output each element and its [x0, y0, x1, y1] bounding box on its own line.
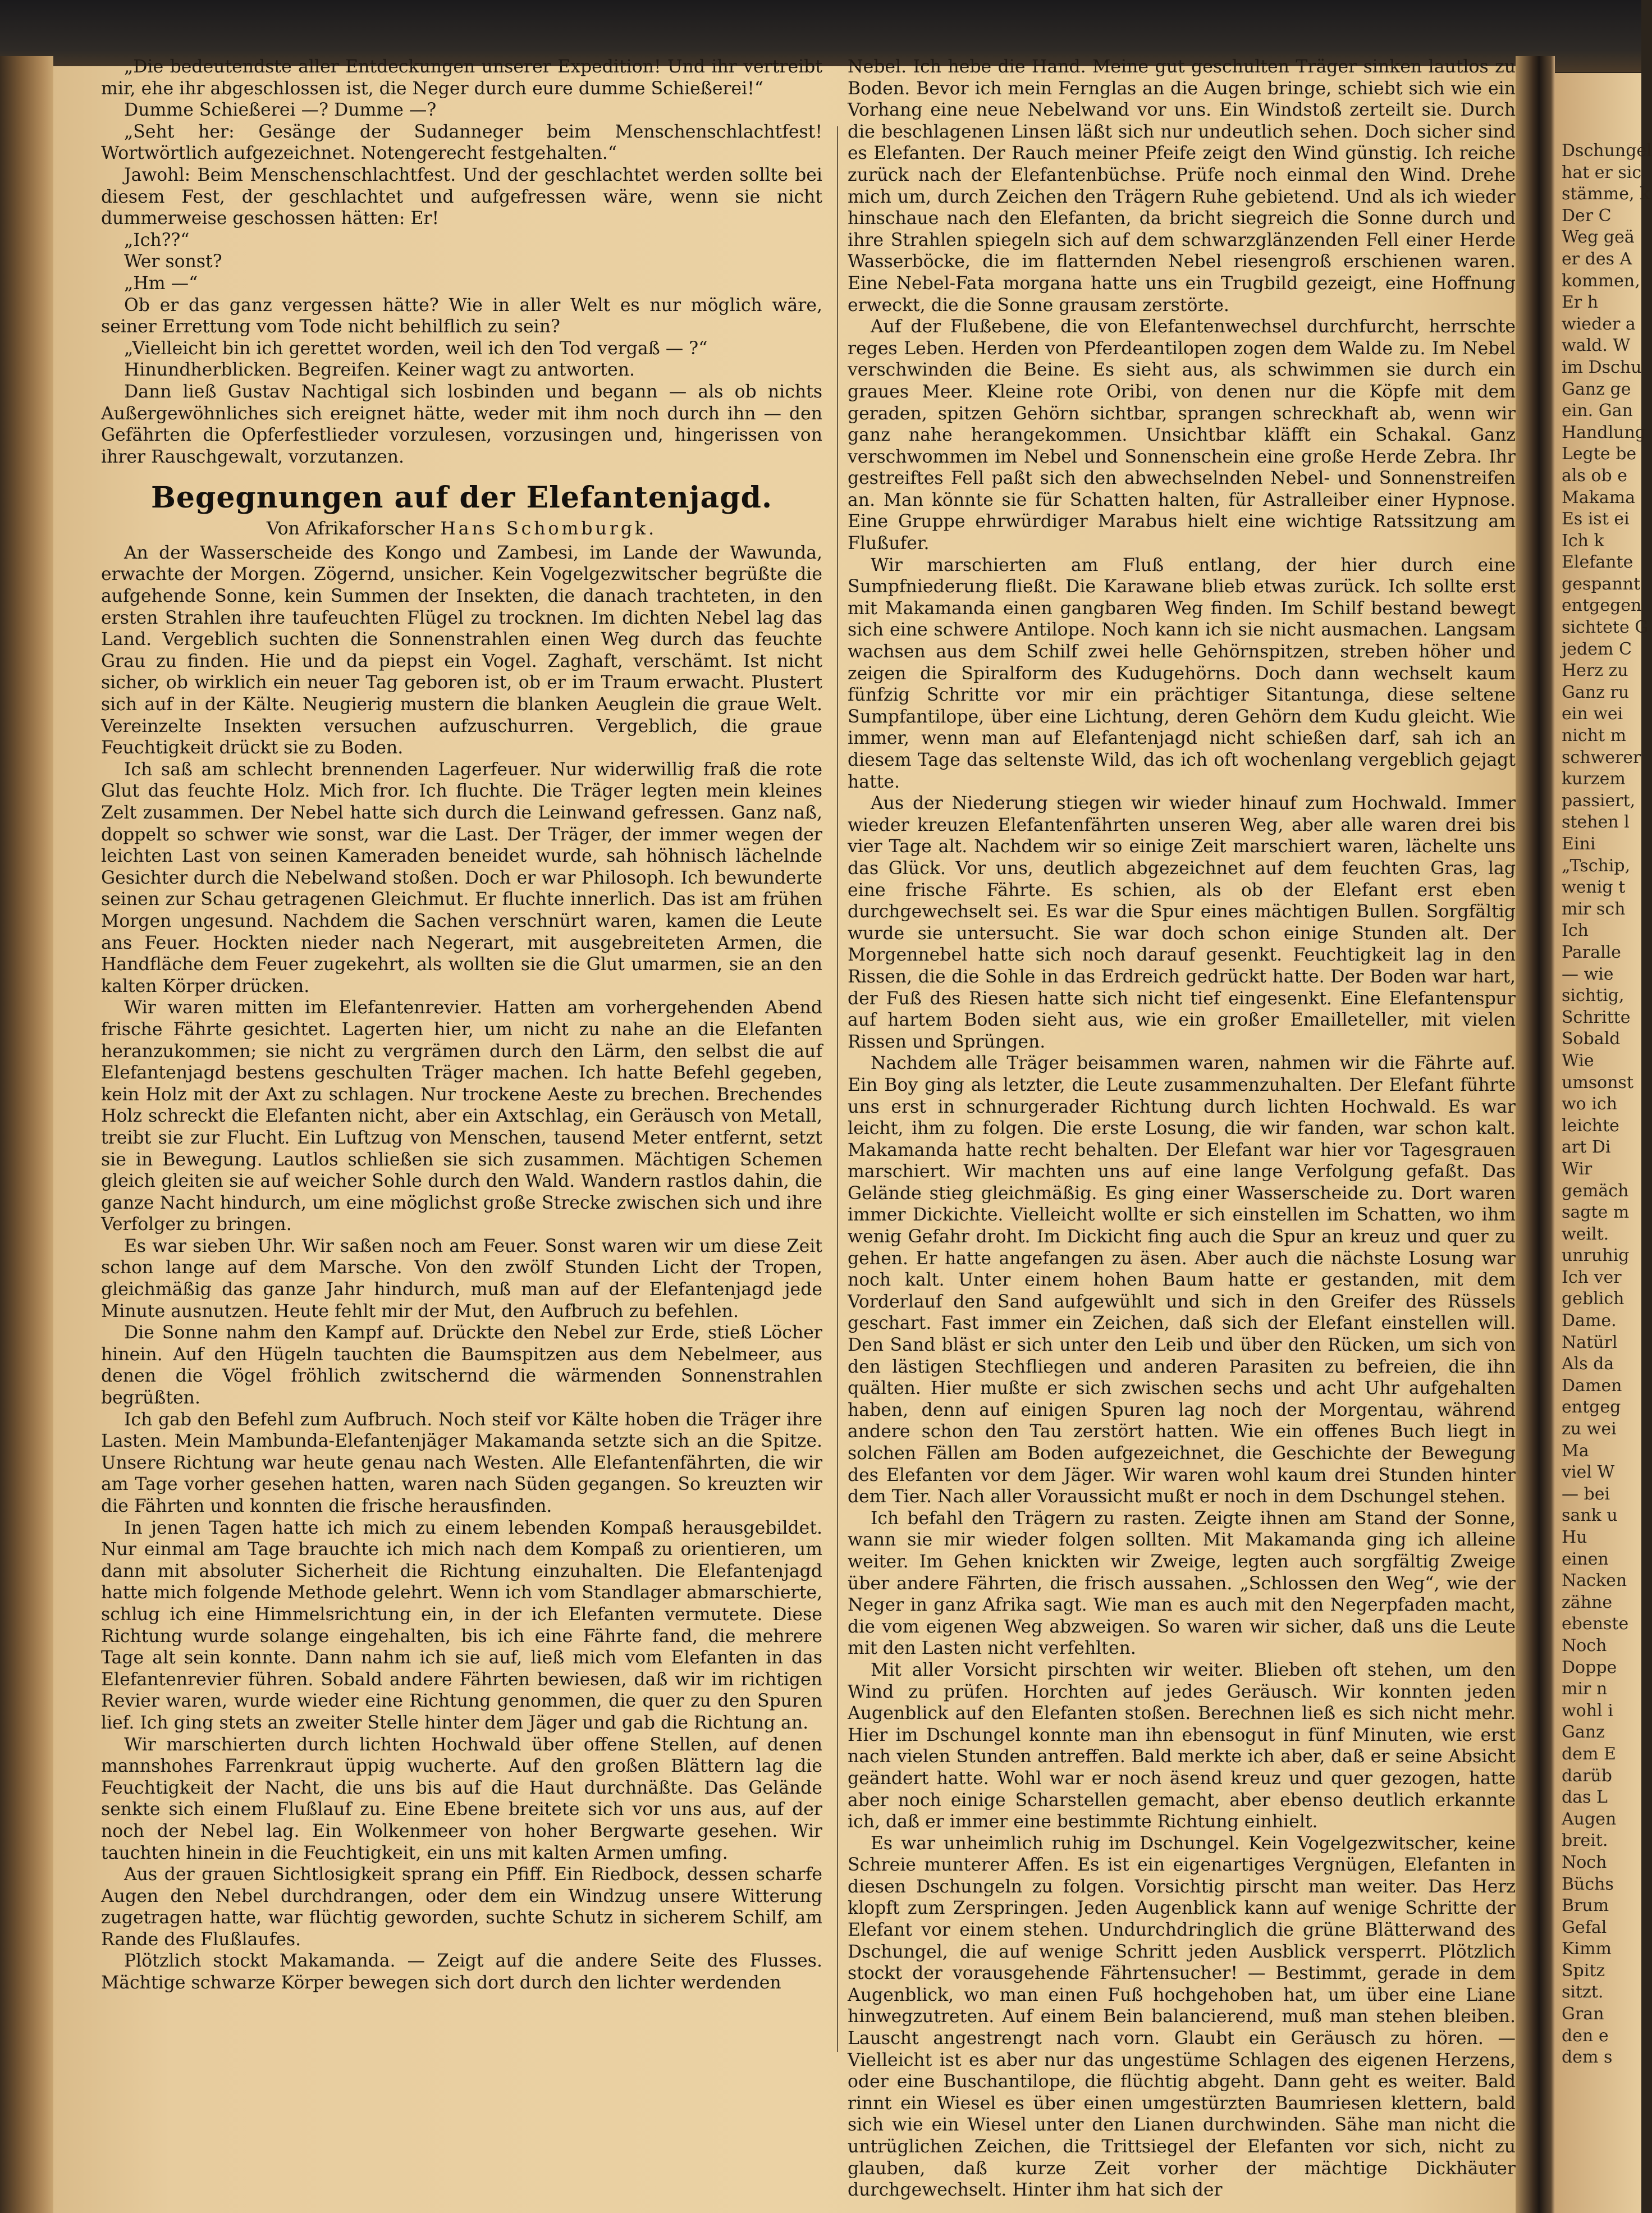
body-paragraph: Aus der Niederung stiegen wir wieder hinauf zum Hochwald. Immer wieder kreuzen Elefantenfährten unseren Weg, aber alle waren drei bis vier Tage alt. Nachdem wir so einige Zeit marschiert waren, lächelte uns das Glück. Vor uns, deutlich abgezeichnet auf dem feuchten Gras, lag eine frische Fährte. Es schien, als ob der Elefant erst eben durchgewechselt sei. Es war die Spur eines mächtigen Bullen. Sorgfältig wurde sie untersucht. Sie war doch schon einige Stunden alt. Der Morgennebel hatte sich noch darauf gesenkt. Feuchtigkeit lag in den Rissen, die die Sohle in das Erdreich gedrückt hatte. Der Boden war hart, der Fuß des Riesen hatte sich nicht tief eingesenkt. Eine Elefantenspur auf hartem Boden sieht aus, wie ein großer Emailleteller, mit vielen Rissen und Sprüngen. — [848, 793, 1516, 1052]
book-left-edge — [0, 56, 53, 2213]
adjacent-text-line: wohl i — [1562, 1700, 1613, 1721]
adjacent-text-line: Er h — [1562, 292, 1599, 313]
adjacent-text-line: Doppe — [1562, 1657, 1617, 1677]
adjacent-text-line: dem s — [1562, 2047, 1613, 2068]
adjacent-text-line: Spitz — [1562, 1960, 1605, 1981]
adjacent-text-line: Als da — [1562, 1354, 1614, 1374]
adjacent-text-line: wenig t — [1562, 877, 1626, 898]
intro-paragraph: Hinundherblicken. Begreifen. Keiner wagt zu antworten. — [123, 360, 635, 381]
adjacent-text-line: ebenste — [1562, 1614, 1629, 1634]
adjacent-text-line: Der C — [1562, 205, 1612, 226]
body-paragraph: Aus der grauen Sichtlosigkeit sprang ein Pfiff. Ein Riedbock, dessen scharfe Augen den Nebel durchdrangen, oder dem ein Windzug unsere Witterung zugetragen hatte, war flüchtig geworden, suchte Schutz in sicherem Schilf, am Rande des Flußlaufes. — [101, 1864, 822, 1950]
adjacent-text-line: gespannt — [1562, 574, 1641, 594]
intro-paragraph: „Hm —“ — [123, 273, 198, 294]
body-paragraph: An der Wasserscheide des Kongo und Zambesi, im Lande der Wawunda, erwachte der Morgen. Zögernd, unsicher. Kein Vogelgezwitscher begrüßte die aufgehende Sonne, kein Summen der Insekten, die danach trachteten, in den ersten Strahlen ihre taufeuchten Flügel zu trocknen. Im dichten Nebel lag das Land. Vergeblich suchten die Sonnenstrahlen einen Weg durch das feuchte Grau zu finden. Hie und da piepst ein Vogel. Zaghaft, verschämt. Ist nicht sicher, ob wirklich ein neuer Tag geboren ist, ob er im Traum erwacht. Plustert sich auf in der Kälte. Neugierig mustern die blanken Aeuglein die graue Welt. Vereinzelte Insekten versuchen aufzuschurren. Vergeblich, die graue Feuchtigkeit drückt sie zu Boden. — [101, 542, 822, 758]
body-paragraph: Ich befahl den Trägern zu rasten. Zeigte ihnen am Stand der Sonne, wann sie mir wieder folgen sollten. Mit Makamanda ging ich alleine weiter. Im Gehen knickten wir Zweige, legten auch sorgfältig Zweige über andere Fährten, die frisch aussahen. „Schlossen den Weg“, wie der Neger in ganz Afrika sagt. Wie man es auch mit den Negerpfaden macht, die vom eigenen Weg abzweigen. So waren wir sicher, daß uns die Leute mit den Lasten nicht verfehlten. — [848, 1508, 1516, 1659]
adjacent-text-line: Paralle — [1562, 942, 1621, 962]
adjacent-text-line: geblich — [1562, 1289, 1624, 1309]
body-paragraph: Mit aller Vorsicht pirschten wir weiter. Blieben oft stehen, um den Wind zu prüfen. Horchten auf jedes Geräusch. Wir konnten jeden Augenblick auf den Elefanten stoßen. Berechnen ließ es sich nicht mehr. Hier im Dschungel konnte man ihn ebensogut in fünf Minuten, wie erst nach vielen Stunden antreffen. Bald merkte ich aber, daß er seine Absicht geändert hatte. Wohl war er noch äsend kreuz und quer gezogen, hatte aber noch einige Scharstellen gemacht, aber ebenso deutlich erkannte ich, daß er immer eine bestimmte Richtung einhielt. — [848, 1659, 1516, 1832]
right-column — [848, 56, 1516, 2201]
body-paragraph: Ich saß am schlecht brennenden Lagerfeuer. Nur widerwillig fraß die rote Glut das feuchte Holz. Mich fror. Ich fluchte. Die Träger legten mein kleines Zelt zusammen. Der Nebel hatte sich durch die Leinwand gefressen. Ganz naß, doppelt so schwer wie sonst, war die Last. Der Träger, der immer wegen der leichten Last von seinen Kameraden beneidet wurde, sah höhnisch lächelnde Gesichter durch die Nebelwand stoßen. Doch er war Philosoph. Ich bewunderte seinen zur Schau getragenen Gleichmut. Er fluchte innerlich. Das ist am frühen Morgen ungesund. Nachdem die Sachen verschnürt waren, kamen die Leute ans Feuer. Hockten nieder nach Negerart, mit ausgebreiteten Armen, die Handfläche dem Feuer zugekehrt, als wollten sie die Glut umarmen, sie an den kalten Körper drücken. — [101, 759, 822, 996]
body-paragraph: Die Sonne nahm den Kampf auf. Drückte den Nebel zur Erde, stieß Löcher hinein. Auf den Hügeln tauchten die Baumspitzen aus dem Nebelmeer, aus denen die Vögel fröhlich zwitschernd die wärmenden Sonnenstrahlen begrüßten. — [101, 1323, 822, 1409]
adjacent-text-line: sitzt. — [1562, 1982, 1604, 2002]
intro-paragraph: „Vielleicht bin ich gerettet worden, weil ich den Tod vergaß — ?“ — [123, 338, 708, 359]
adjacent-text-line: sichtete G — [1562, 618, 1649, 638]
article-intro — [101, 56, 822, 468]
adjacent-text-line: sagte m — [1562, 1202, 1630, 1223]
adjacent-text-line: umsonst — [1562, 1072, 1633, 1092]
adjacent-text-line: Natürl — [1562, 1332, 1618, 1352]
intro-paragraph: Wer sonst? — [123, 252, 222, 272]
adjacent-text-line: viel W — [1562, 1462, 1615, 1483]
adjacent-text-line: hat er sic — [1562, 162, 1642, 182]
adjacent-text-line: zähne — [1562, 1592, 1613, 1612]
adjacent-page-text — [1562, 140, 1652, 2201]
adjacent-text-line: Noch — [1562, 1852, 1607, 1872]
intro-paragraph: Ob er das ganz vergessen hätte? Wie in aller Welt es nur möglich wäre, seiner Errettung vom Tode nicht behilflich zu sein? — [101, 295, 822, 337]
body-paragraph: In jenen Tagen hatte ich mich zu einem lebenden Kompaß herausgebildet. Nur einmal am Tage brauchte ich mich nach dem Kompaß zu orientieren, um dann mit absoluter Sicherheit die Richtung einzuhalten. Die Elefantenjagd hatte mich folgende Methode gelehrt. Wenn ich vom Standlager abmarschierte, schlug ich eine Himmelsrichtung ein, in der ich Elefanten vermutete. Diese Richtung wurde solange eingehalten, bis ich eine Fährte fand, die mehrere Tage alt sein konnte. Dann nahm ich sie auf, ließ mich vom Elefanten in das Elefantenrevier führen. Sobald andere Fährten bewiesen, daß wir im richtigen Revier waren, wurde wieder eine Richtung genommen, die quer zu den Spuren lief. Ich ging stets an zweiter Stelle hinter dem Jäger und gab die Richtung an. — [101, 1517, 822, 1733]
adjacent-text-line: Ganz — [1562, 1722, 1605, 1743]
adjacent-text-line: ein wei — [1562, 704, 1623, 724]
adjacent-text-line: Es ist ei — [1562, 509, 1630, 529]
adjacent-text-line: Eini — [1562, 834, 1596, 854]
column-divider — [837, 126, 838, 2052]
adjacent-text-line: Sobald — [1562, 1029, 1621, 1049]
adjacent-text-line: sank u — [1562, 1506, 1618, 1526]
adjacent-text-line: — wie — [1562, 964, 1614, 984]
adjacent-text-line: er des A — [1562, 249, 1632, 269]
body-paragraph: Es war sieben Uhr. Wir saßen noch am Feuer. Sonst waren wir um diese Zeit schon lange auf dem Marsche. Von den zwölf Stunden Licht der Tropen, gleichmäßig das ganze Jahr hindurch, muß man auf der Elefantenjagd jede Minute ausnutzen. Heute fehlt mir der Mut, den Aufbruch zu befehlen. — [101, 1236, 822, 1322]
adjacent-text-line: Gran — [1562, 2004, 1604, 2024]
adjacent-text-line: Kimm — [1562, 1939, 1612, 1959]
adjacent-text-line: Brum — [1562, 1896, 1609, 1916]
body-paragraph: Nachdem alle Träger beisammen waren, nahmen wir die Fährte auf. Ein Boy ging als letzter, die Leute zusammenzuhalten. Der Elefant führte uns erst in schnurgerader Richtung durch lichten Hochwald. Es war leicht, ihm zu folgen. Die erste Losung, die wir fanden, war schon kalt. Makamanda hatte recht behalten. Der Elefant war hier vor Tagesgrauen marschiert. Wir machten uns auf eine lange Verfolgung gefaßt. Das Gelände stieg gleichmäßig. Es ging einer Wasserscheide zu. Dort waren immer Dickichte. Vielleicht wollte er sich einstellen im Schatten, wo ihm wenig Gefahr droht. Im Dickicht fing auch die Spur an kreuz und quer zu gehen. Er hatte angefangen zu äsen. Aber auch die nächste Losung war noch kalt. Unter einem hohen Baum hatte er gestanden, mit dem Vorderlauf den Sand aufgewühlt und sich in den Greifer des Rüssels geschart. Fast immer ein Zeichen, daß sich der Elefant einstellen will. Den Sand bläst er sich unter den Leib und über den Rücken, um sich von den lästigen Stechfliegen und anderen Parasiten zu befreien, die ihn quälten. Hier mußte er sich zwischen sechs und acht Uhr aufgehalten haben, denn auf einigen Spuren lag noch der Morgentau, während andere schon den Tau zerstört hatten. Wie ein offenes Buch liegt in solchen Fällen am Boden aufgezeichnet, die Geschichte der Bewegung des Elefanten vor dem Jäger. Wir waren wohl kaum drei Stunden hinter dem Tier. Nach aller Voraussicht mußt er noch in dem Dschungel stehen. — [848, 1053, 1516, 1507]
adjacent-text-line: als ob e — [1562, 465, 1627, 486]
adjacent-text-line: — bei — [1562, 1484, 1610, 1504]
adjacent-text-line: Hu — [1562, 1528, 1587, 1547]
intro-paragraph: Dann ließ Gustav Nachtigal sich losbinden und begann — als ob nichts Außergewöhnliches sich ereignet hätte, weder mit ihm noch durch ihn — den Gefährten die Opferfestlieder vorzulesen, vorzusingen und, hingerissen von ihrer Rauschgewalt, vorzutanzen. — [101, 381, 822, 467]
adjacent-text-line: zu wei — [1562, 1419, 1617, 1439]
adjacent-text-line: Dschungel — [1562, 141, 1652, 161]
adjacent-text-line: Legte be — [1562, 444, 1637, 464]
adjacent-text-line: Herz zu — [1562, 661, 1628, 681]
body-paragraph: Es war unheimlich ruhig im Dschungel. Kein Vogelgezwitscher, keine Schreie munterer Affen. Es ist ein eigenartiges Vergnügen, Elefanten in diesen Dschungeln zu folgen. Vorsichtig pirscht man weiter. Das Herz klopft zum Zerspringen. Jeden Augenblick kann auf wenige Schritte der Elefant vor einem stehen. Undurchdringlich die grüne Blätterwand des Dschungel, die auf wenige Schritt jeden Ausblick versperrt. Plötzlich stockt der vorausgehende Fährtensucher! — Bestimmt, gerade in dem Augenblick, wo man einen Fuß hochgehoben hat, um über eine Liane hinwegzutreten. Auf einem Bein balancierend, muß man stehen bleiben. Lauscht angestrengt nach vorn. Glaubt ein Geräusch zu hören. — Vielleicht ist es aber nur das ungestüme Schlagen des eigenen Herzens, oder eine Buschantilope, die flüchtig abgeht. Dann geht es weiter. Bald rinnt ein Wiesel es über einen umgestürzten Baumriesen klettern, bald sich wie ein Wiesel unter den Lianen durchwinden. Sähe man nicht die untrüglichen Zeichen, die Trittsiegel der Elefanten vor sich, nicht zu glauben, daß kurze Zeit vorher der mächtige Dickhäuter durchgewechselt. Hinter ihm hat sich der — [848, 1833, 1516, 2201]
adjacent-text-line: mir n — [1562, 1679, 1608, 1699]
adjacent-text-line: Elefante — [1562, 552, 1633, 573]
left-column — [101, 56, 822, 2116]
adjacent-text-line: „Tschip, — [1562, 856, 1631, 876]
adjacent-text-line: stehen l — [1562, 812, 1630, 833]
adjacent-text-line: den e — [1562, 2025, 1609, 2046]
adjacent-text-line: entgegen — [1562, 596, 1642, 616]
adjacent-text-line: unruhig — [1562, 1246, 1630, 1266]
adjacent-text-line: Gefal — [1562, 1917, 1607, 1937]
adjacent-text-line: entgeg — [1562, 1397, 1621, 1418]
adjacent-text-line: stämme, k — [1562, 184, 1650, 204]
book-gutter — [1516, 56, 1555, 2213]
adjacent-text-line: darüb — [1562, 1766, 1612, 1786]
adjacent-text-line: wald. W — [1562, 336, 1631, 356]
intro-paragraph: Dumme Schießerei —? Dumme —? — [123, 100, 437, 121]
intro-paragraph: „Seht her: Gesänge der Sudanneger beim Menschenschlachtfest! Wortwörtlich aufgezeichnet. Notengerecht festgehalten.“ — [101, 121, 822, 164]
adjacent-text-line: Damen — [1562, 1375, 1622, 1396]
adjacent-text-line: Noch — [1562, 1635, 1607, 1656]
body-paragraph: Ich gab den Befehl zum Aufbruch. Noch steif vor Kälte hoben die Träger ihre Lasten. Mein Mambunda-Elefantenjäger Makamanda setzte sich an die Spitze. Unsere Richtung war heute genau nach Westen. Alle Elefantenfährten, die wir am Tage vorher gesehen hatten, waren nach Süden gegangen. So kreuzten wir die Fährten und konnten die frische herausfinden. — [101, 1409, 822, 1516]
adjacent-text-line: schwerer — [1562, 747, 1641, 767]
adjacent-text-line: Ganz ru — [1562, 682, 1630, 702]
adjacent-text-line: ein. Gan — [1562, 401, 1633, 421]
adjacent-text-line: Wie — [1562, 1050, 1594, 1071]
adjacent-text-line: Makama — [1562, 487, 1636, 507]
adjacent-text-line: Nacken — [1562, 1571, 1627, 1591]
adjacent-text-line: Ma — [1562, 1441, 1589, 1461]
adjacent-text-line: kommen, — [1562, 271, 1640, 291]
adjacent-text-line: Weg geä — [1562, 227, 1635, 248]
article-headline: Begegnungen auf der Elefantenjagd. — [150, 481, 773, 515]
adjacent-text-line: Schritte — [1562, 1007, 1631, 1027]
adjacent-text-line: gemäch — [1562, 1181, 1629, 1201]
adjacent-text-line: wieder a — [1562, 314, 1636, 334]
adjacent-page — [1555, 73, 1652, 2213]
adjacent-text-line: mir sch — [1562, 899, 1626, 919]
adjacent-text-line: Ich ver — [1562, 1267, 1622, 1287]
adjacent-text-line: Ich — [1562, 921, 1589, 941]
intro-paragraph: Jawohl: Beim Menschenschlachtfest. Und der geschlachtet werden sollte bei diesem Fest, der geschlachtet und aufgefressen wäre, wenn sie nicht dummerweise geschossen hätten: Er! — [101, 164, 822, 229]
intro-paragraph: „Ich??“ — [123, 230, 190, 250]
adjacent-text-line: weilt. — [1562, 1224, 1609, 1244]
adjacent-text-line: wo ich — [1562, 1094, 1617, 1114]
adjacent-text-line: im Dschu — [1562, 357, 1642, 377]
adjacent-text-line: Ganz ge — [1562, 379, 1631, 399]
body-paragraph: Wir marschierten durch lichten Hochwald über offene Stellen, auf denen mannshohes Farrenkraut üppig wucherte. Auf den großen Blättern lag die Feuchtigkeit der Nacht, die uns bis auf die Haut durchnäßte. Das Gelände senkte sich einem Flußlauf zu. Eine Ebene breitete sich vor uns aus, auf der noch der Nebel lag. Ein Wolkenmeer von hoher Bergwarte gesehen. Wir tauchten hinein in die Feuchtigkeit, ein uns mit kalten Armen umfing. — [101, 1734, 822, 1863]
adjacent-text-line: Handlung — [1562, 422, 1646, 442]
byline-author: Hans Schomburgk. — [440, 519, 657, 539]
body-paragraph: Nebel. Ich hebe die Hand. Meine gut geschulten Träger sinken lautlos zu Boden. Bevor ich mein Fernglas an die Augen bringe, schiebt sich wie ein Vorhang eine neue Nebelwand vor uns. Ein Windstoß zerteilt sie. Durch die beschlagenen Linsen läßt sich nur undeutlich sehen. Doch sicher sind es Elefanten. Der Rauch meiner Pfeife zeigt den Wind günstig. Ich reiche zurück nach der Elefantenbüchse. Prüfe noch einmal den Wind. Drehe mich um, durch Zeichen den Trägern Ruhe gebietend. Und als ich wieder hinschaue nach den Elefanten, da bricht siegreich die Sonne durch und ihre Strahlen spiegeln sich auf dem schwarzglänzenden Fell einer Herde Wasserböcke, die im flatternden Nebel riesengroß erschienen waren. Eine Nebel-Fata morgana hatte uns ein Trugbild gezeigt, eine Hoffnung erweckt, die die Sonne grausam zerstörte. — [848, 57, 1516, 316]
adjacent-text-line: art Di — [1562, 1137, 1611, 1158]
body-paragraph: Wir marschierten am Fluß entlang, der hier durch eine Sumpfniederung fließt. Die Karawane blieb etwas zurück. Ich sollte erst mit Makamanda einen gangbaren Weg finden. Im Schilf bestand bewegt sich eine schwere Antilope. Noch kann ich sie nicht ausmachen. Langsam wachsen aus dem Schilf zwei helle Gehörnspitzen, streben höher und zeigen die Spiralform des Kudugehörns. Doch dann wechselt kaum fünfzig Schritte vor mir ein prächtiger Sitantunga, diese seltene Sumpfantilope, über eine Lichtung, deren Gehörn dem Kudu gleicht. Wie immer, wenn man auf Elefantenjagd nicht schießen darf, sah ich an diesem Tage das seltenste Wild, das ich oft wochenlang vergeblich gejagt hatte. — [848, 555, 1516, 792]
adjacent-text-line: dem E — [1562, 1744, 1616, 1764]
intro-paragraph: „Die bedeutendste aller Entdeckungen unserer Expedition! Und ihr vertreibt mir, ehe ihr abgeschlossen ist, die Neger durch eure dumme Schießerei!“ — [101, 57, 822, 99]
adjacent-text-line: einen — [1562, 1549, 1609, 1569]
adjacent-text-line: Wir — [1562, 1159, 1592, 1179]
adjacent-text-line: breit. — [1562, 1831, 1608, 1851]
adjacent-text-line: Ich k — [1562, 531, 1604, 551]
body-paragraph: Wir waren mitten im Elefantenrevier. Hatten am vorhergehenden Abend frische Fährte gesichtet. Lagerten hier, um nicht zu nahe an die Elefanten heranzukommen; sie nicht zu vergrämen durch den Lärm, den selbst die auf Elefantenjagd bestens geschulten Träger machen. Ich hatte Befehl gegeben, kein Holz mit der Axt zu schlagen. Nur trockene Aeste zu brechen. Brechendes Holz schreckt die Elefanten nicht, aber ein Axtschlag, ein Geräusch von Metall, treibt sie zur Flucht. Ein Luftzug von Menschen, tausend Meter entfernt, setzt sie in Bewegung. Lautlos schließen sie sich zusammen. Mächtigen Schemen gleich gleiten sie auf weicher Sohle durch den Wald. Wandern rastlos dahin, die ganze Nacht hindurch, um eine möglichst große Strecke zwischen sich und ihre Verfolger zu bringen. — [101, 998, 822, 1235]
adjacent-text-line: nicht m — [1562, 726, 1627, 746]
adjacent-text-line: jedem C — [1562, 639, 1632, 659]
byline-prefix: Von Afrikaforscher — [266, 519, 435, 539]
article-body-left — [101, 542, 822, 1994]
adjacent-text-line: Büchs — [1562, 1874, 1614, 1894]
adjacent-text-line: passiert, — [1562, 790, 1636, 811]
adjacent-text-line: sichtig, — [1562, 986, 1624, 1006]
adjacent-text-line: Dame. — [1562, 1311, 1617, 1331]
adjacent-text-line: leichte — [1562, 1115, 1619, 1136]
body-paragraph: Auf der Flußebene, die von Elefantenwechsel durchfurcht, herrschte reges Leben. Herden von Pferdeantilopen zogen dem Walde zu. Im Nebel verschwinden die Beine. Es sieht aus, als schwimmen sie durch ein graues Meer. Kleine rote Oribi, von denen nur die Köpfe mit dem geraden, spitzen Gehörn sichtbar, sprangen schreckhaft ab, wenn wir ganz nahe herangekommen. Unsichtbar kläfft ein Schakal. Ganz verschwommen im Nebel und Sonnenschein eine große Herde Zebra. Ihr gestreiftes Fell paßt sich den abwechselnden Nebel- und Sonnenstreifen an. Man könnte sie für Schatten halten, für Astralleiber einer Hypnose. Eine Gruppe ehrwürdiger Marabus hielt eine wichtige Ratssitzung am Flußufer. — [848, 317, 1516, 554]
body-paragraph: Plötzlich stockt Makamanda. — Zeigt auf die andere Seite des Flusses. Mächtige schwarze Körper bewegen sich dort durch den lichter werdenden — [101, 1951, 822, 1993]
adjacent-text-line: das L — [1562, 1787, 1608, 1808]
adjacent-text-line: kurzem — [1562, 769, 1626, 789]
adjacent-text-line: Augen — [1562, 1809, 1617, 1829]
article-body-right — [848, 56, 1516, 2201]
article-byline — [101, 518, 822, 540]
